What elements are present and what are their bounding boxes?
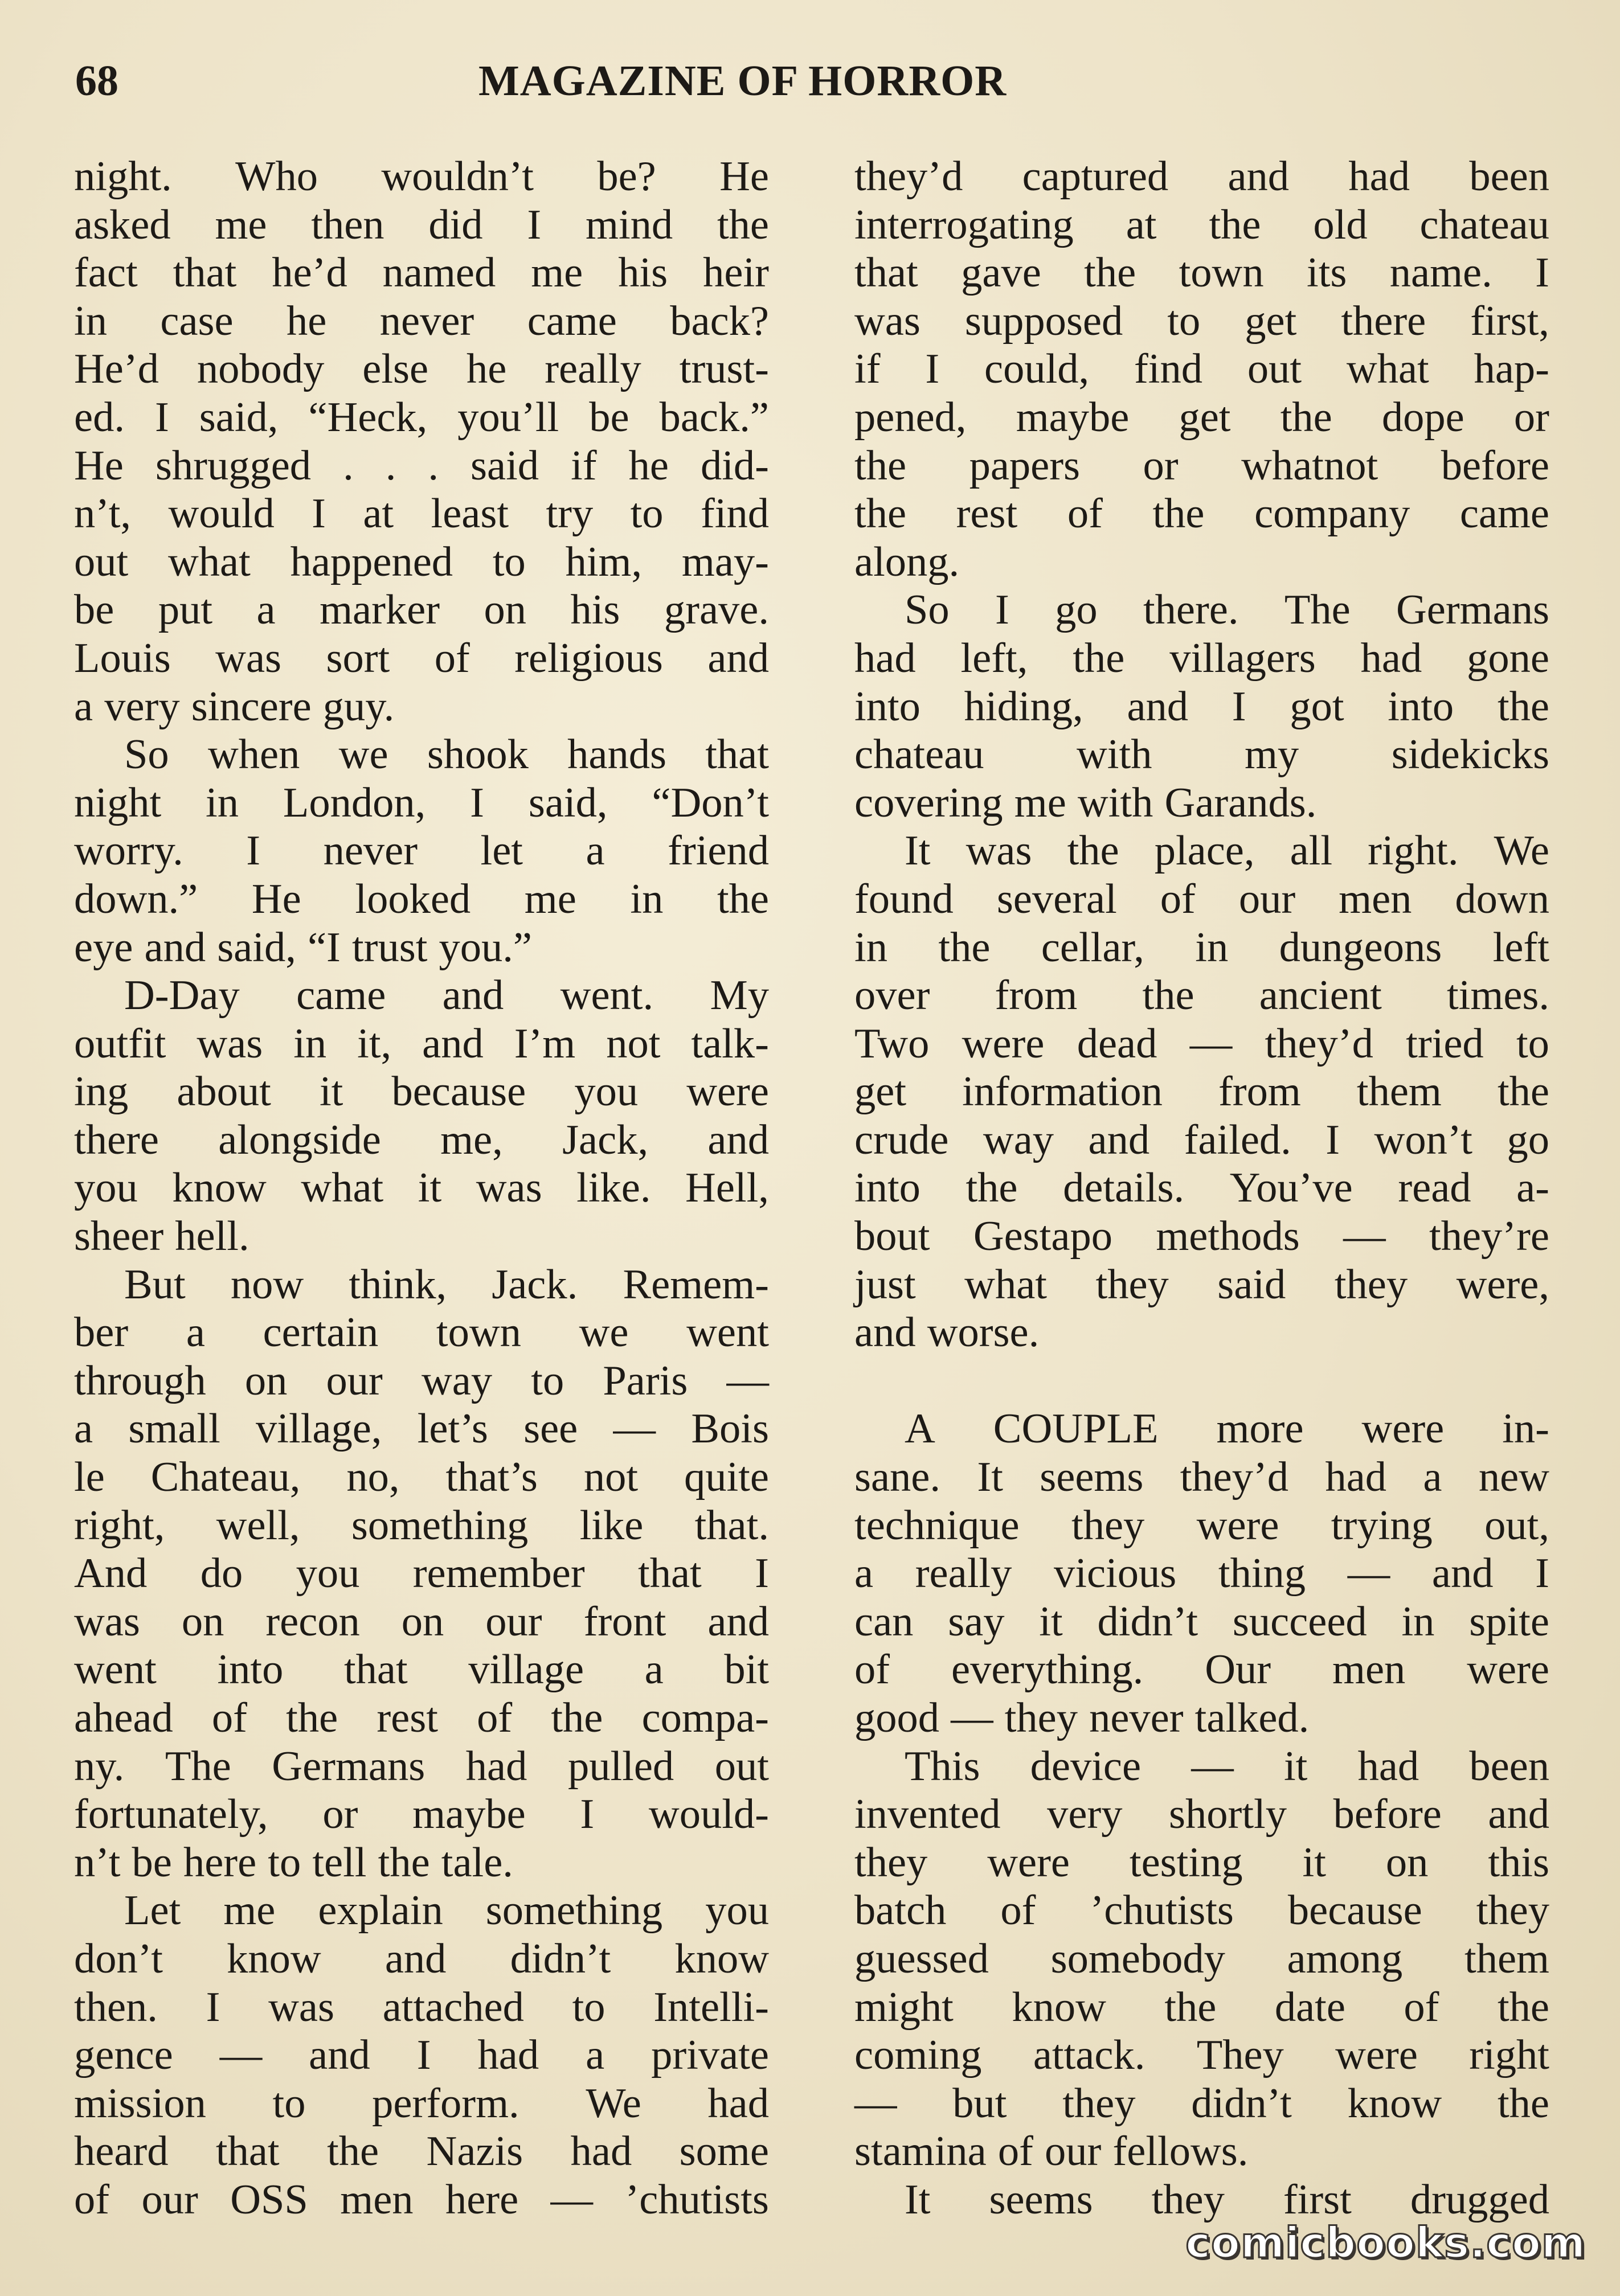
text-line: into the details. You’ve read a- <box>854 1165 1549 1212</box>
text-line: Louis was sort of religious and <box>74 634 769 682</box>
text-line: guessed somebody among them <box>854 1935 1549 1982</box>
text-line: He shrugged . . . said if he did- <box>74 442 769 489</box>
text-line: get information from them the <box>854 1068 1549 1116</box>
text-line: stamina of our fellows. <box>854 2128 1249 2175</box>
text-line: fact that he’d named me his heir <box>74 249 769 297</box>
text-line: can say it didn’t succeed in spite <box>854 1598 1549 1645</box>
text-line: sheer hell. <box>74 1213 249 1260</box>
text-line: crude way and failed. I won’t go <box>854 1116 1549 1163</box>
text-line: down.” He looked me in the <box>74 875 769 922</box>
text-line: they’d captured and had been <box>854 153 1549 200</box>
text-line: outfit was in it, and I’m not talk- <box>74 1020 769 1067</box>
text-line: of our OSS men here — ’chutists <box>74 2176 769 2223</box>
text-line: invented very shortly before and <box>854 1791 1549 1838</box>
text-line: had left, the villagers had gone <box>854 634 1549 682</box>
text-line: through on our way to Paris — <box>74 1357 769 1404</box>
text-line: ny. The Germans had pulled out <box>74 1742 769 1790</box>
text-line: went into that village a bit <box>74 1646 769 1694</box>
text-line: Let me explain something you <box>124 1887 769 1934</box>
text-column-left <box>74 153 769 2224</box>
text-line: D-Day came and went. My <box>124 972 769 1019</box>
text-line: then. I was attached to Intelli- <box>74 1983 769 2031</box>
text-line: a really vicious thing — and I <box>854 1550 1549 1597</box>
text-line: if I could, find out what hap- <box>854 346 1549 393</box>
text-line: along. <box>854 538 960 585</box>
text-line: into hiding, and I got into the <box>854 683 1549 730</box>
text-line: was supposed to get there first, <box>854 297 1549 345</box>
text-line: And do you remember that I <box>74 1550 769 1597</box>
text-line: n’t be here to tell the tale. <box>74 1839 513 1886</box>
text-line: might know the date of the <box>854 1983 1549 2031</box>
text-line: ber a certain town we went <box>74 1309 769 1356</box>
text-line: n’t, would I at least try to find <box>74 490 769 538</box>
text-line: eye and said, “I trust you.” <box>74 924 532 971</box>
text-line: in the cellar, in dungeons left <box>854 924 1549 971</box>
text-line: So I go there. The Germans <box>905 587 1549 634</box>
text-line: don’t know and didn’t know <box>74 1935 769 1982</box>
text-line: worry. I never let a friend <box>74 827 769 875</box>
text-line: the papers or whatnot before <box>854 442 1549 489</box>
text-line: A COUPLE more were in- <box>905 1405 1549 1453</box>
text-line: found several of our men down <box>854 875 1549 922</box>
text-line: and worse. <box>854 1309 1040 1356</box>
text-line: gence — and I had a private <box>74 2032 769 2079</box>
text-line: right, well, something like that. <box>74 1502 769 1549</box>
text-line: He’d nobody else he really trust- <box>74 346 769 393</box>
text-line: ed. I said, “Heck, you’ll be back.” <box>74 393 769 441</box>
text-line: a small village, let’s see — Bois <box>74 1405 769 1453</box>
text-line: asked me then did I mind the <box>74 201 769 248</box>
page-number: 68 <box>75 57 118 105</box>
text-line: ahead of the rest of the compa- <box>74 1695 769 1741</box>
text-line: batch of ’chutists because they <box>854 1887 1549 1934</box>
text-line: be put a marker on his grave. <box>74 587 769 634</box>
text-line: that gave the town its name. I <box>854 249 1549 297</box>
text-line: the rest of the company came <box>854 490 1549 538</box>
text-line: sane. It seems they’d had a new <box>854 1454 1549 1501</box>
text-line: le Chateau, no, that’s not quite <box>74 1454 769 1501</box>
section-break <box>854 1357 1549 1405</box>
text-line: just what they said they were, <box>854 1261 1549 1308</box>
text-line: chateau with my sidekicks <box>854 731 1549 778</box>
text-line: It seems they first drugged <box>905 2176 1549 2223</box>
text-line: coming attack. They were right <box>854 2032 1549 2079</box>
text-line: But now think, Jack. Remem- <box>124 1261 769 1308</box>
text-line: out what happened to him, may- <box>74 538 769 585</box>
text-line: they were testing it on this <box>854 1839 1549 1886</box>
text-line: you know what it was like. Hell, <box>74 1165 769 1212</box>
running-head-title: MAGAZINE OF HORROR <box>478 57 1007 105</box>
text-line: night in London, I said, “Don’t <box>74 779 769 826</box>
text-line: there alongside me, Jack, and <box>74 1116 769 1163</box>
text-line: — but they didn’t know the <box>854 2080 1549 2127</box>
text-line: mission to perform. We had <box>74 2080 769 2127</box>
text-line: Two were dead — they’d tried to <box>854 1020 1549 1067</box>
text-line: pened, maybe get the dope or <box>854 393 1549 441</box>
text-line: It was the place, all right. We <box>905 827 1549 875</box>
text-line: fortunately, or maybe I would- <box>74 1791 769 1838</box>
text-line: This device — it had been <box>905 1742 1549 1790</box>
text-line: heard that the Nazis had some <box>74 2128 769 2175</box>
watermark: comicbooks.com <box>1185 2219 1586 2268</box>
text-line: in case he never came back? <box>74 297 769 345</box>
text-line: technique they were trying out, <box>854 1502 1549 1549</box>
text-line: So when we shook hands that <box>124 731 769 778</box>
text-line: interrogating at the old chateau <box>854 201 1549 248</box>
text-line: ing about it because you were <box>74 1068 769 1116</box>
text-line: covering me with Garands. <box>854 779 1317 826</box>
text-line: of everything. Our men were <box>854 1646 1549 1694</box>
text-line: a very sincere guy. <box>74 683 395 730</box>
text-line: bout Gestapo methods — they’re <box>854 1213 1549 1260</box>
text-line: night. Who wouldn’t be? He <box>74 153 769 200</box>
text-line: over from the ancient times. <box>854 972 1549 1019</box>
text-column-right <box>854 153 1549 2224</box>
text-line: good — they never talked. <box>854 1695 1310 1741</box>
text-line: was on recon on our front and <box>74 1598 769 1645</box>
